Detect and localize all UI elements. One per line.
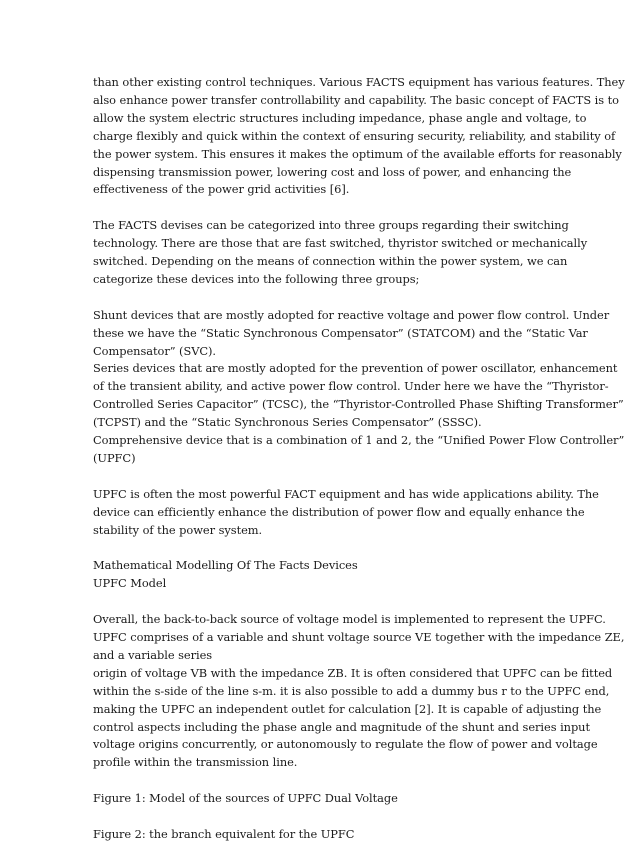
text-line: dispensing transmission power, lowering cost and loss of power, and enhancing the <box>93 164 572 179</box>
text-line: also enhance power transfer controllability and capability. The basic concept of FACTS is to <box>93 92 619 107</box>
text-line: switched. Depending on the means of connection within the power system, we can <box>93 254 568 269</box>
text-line: Shunt devices that are mostly adopted for reactive voltage and power flow control. Under <box>93 307 610 322</box>
text-line: than other existing control techniques. Various FACTS equipment has various features. They <box>93 75 625 89</box>
heading-mathematical-modelling: Mathematical Modelling Of The Facts Devices <box>93 558 358 573</box>
text-line: and a variable series <box>93 647 213 662</box>
text-line: UPFC is often the most powerful FACT equipment and has wide applications ability. The <box>93 486 599 501</box>
text-line: device can efficiently enhance the distribution of power flow and equally enhance the <box>93 504 585 519</box>
text-line: control aspects including the phase angle and magnitude of the shunt and series input <box>93 719 591 734</box>
text-line: Compensator” (SVC). <box>93 343 217 358</box>
section-heading <box>93 557 578 593</box>
text-line: allow the system electric structures including impedance, phase angle and voltage, to <box>93 110 587 125</box>
caption-text: Figure 2: the branch equivalent for the UPFC <box>93 826 355 841</box>
text-line: origin of voltage VB with the impedance ZB. It is often considered that UPFC can be fitted <box>93 665 613 680</box>
heading-upfc-model: UPFC Model <box>93 576 167 591</box>
text-line: categorize these devices into the following three groups; <box>93 271 420 286</box>
figure-caption-1 <box>93 790 578 808</box>
text-line: stability of the power system. <box>93 522 263 537</box>
text-line: charge flexibly and quick within the context of ensuring security, reliability, and stability of <box>93 128 616 143</box>
caption-text: Figure 1: Model of the sources of UPFC Dual Voltage <box>93 791 398 806</box>
paragraph-facts-categories <box>93 217 588 289</box>
text-line: effectiveness of the power grid activities [6]. <box>93 182 350 197</box>
text-line: Controlled Series Capacitor” (TCSC), the “Thyristor-Controlled Phase Shifting Transformer” <box>93 397 624 412</box>
text-line: profile within the transmission line. <box>93 755 298 770</box>
text-line: these we have the “Static Synchronous Compensator” (STATCOM) and the “Static Var <box>93 325 588 340</box>
paragraph-facts-intro <box>93 74 625 199</box>
text-line: Overall, the back-to-back source of voltage model is implemented to represent the UPFC. <box>93 612 606 627</box>
text-line: making the UPFC an independent outlet for calculation [2]. It is capable of adjusting the <box>93 701 602 716</box>
text-line: of the transient ability, and active power flow control. Under here we have the “Thyristor- <box>93 379 609 394</box>
text-line: (TCPST) and the “Static Synchronous Series Compensator” (SSSC). <box>93 415 482 430</box>
paragraph-upfc-summary <box>93 486 599 540</box>
text-line: technology. There are those that are fast switched, thyristor switched or mechanically <box>93 236 588 251</box>
text-line: Comprehensive device that is a combination of 1 and 2, the “Unified Power Flow Controller” <box>93 433 625 448</box>
paragraph-upfc-model <box>93 611 625 772</box>
text-line: (UPFC) <box>93 451 136 465</box>
text-line: UPFC comprises of a variable and shunt voltage source VE together with the impedance ZE, <box>93 630 625 645</box>
text-line: voltage origins concurrently, or autonomously to regulate the flow of power and voltage <box>93 737 598 752</box>
text-line: within the s-side of the line s-m. it is also possible to add a dummy bus r to the UPFC end, <box>93 683 610 698</box>
figure-caption-2 <box>93 826 578 844</box>
text-line: the power system. This ensures it makes the optimum of the available efforts for reasonably <box>93 146 622 161</box>
text-line: The FACTS devises can be categorized into three groups regarding their switching <box>93 218 569 233</box>
text-line: Series devices that are mostly adopted for the prevention of power oscillator, enhancement <box>93 361 618 376</box>
paragraph-device-groups <box>93 307 625 468</box>
